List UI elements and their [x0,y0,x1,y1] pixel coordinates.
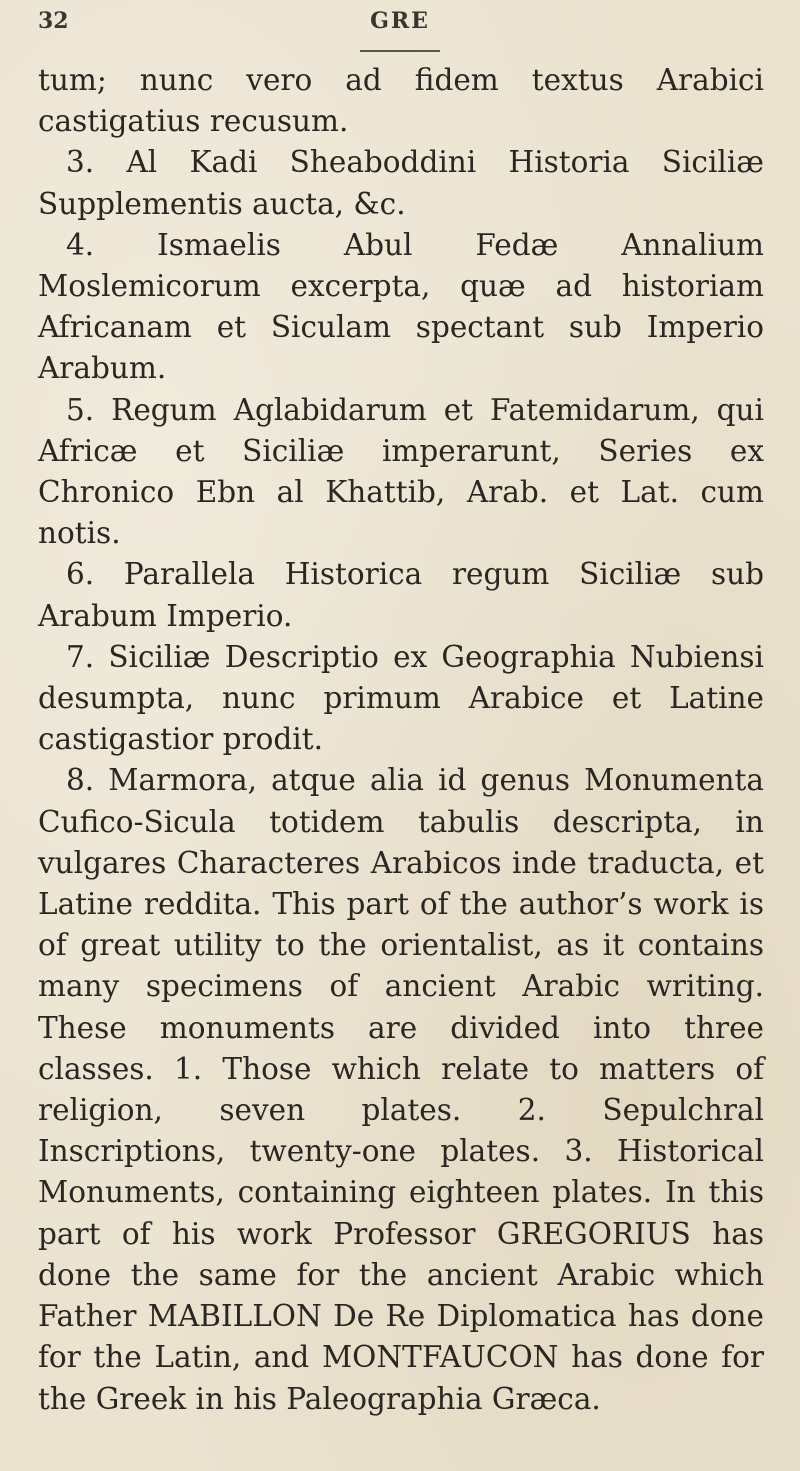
paragraph: 5. Regum Aglabidarum et Fatemidarum, qui Africæ et Siciliæ imperarunt, Series ex Chronico Ebn al Khattib, Arab. et Lat. cum notis. [38,392,764,551]
paragraph: 3. Al Kadi Sheaboddini Historia Siciliæ Supplementis aucta, &c. [38,145,764,221]
page-number: 32 [38,8,69,34]
paragraph: 8. Marmora, atque alia id genus Monumenta Cufico-Sicula totidem tabulis descripta, in vulgares Characteres Arabicos inde traducta, et Latine reddita. This part of the author’s work is of great utility to the orientalist, as it contains many specimens of ancient Arabic writing. These monuments are divided into three classes. 1. Those which relate to matters of religion, seven plates. 2. Sepulchral Inscriptions, twenty-one plates. 3. Historical Monuments, containing eighteen plates. In this part of his work Professor GREGORIUS has done the same for the ancient Arabic which Father MABILLON De Re Diplomatica has done for the Latin, and MONTFAUCON has done for the Greek in his Paleographia Græca. [38,763,764,1416]
body-text [38,60,764,1420]
paragraph: tum; nunc vero ad fidem textus Arabici castigatius recusum. [38,63,764,139]
running-head: GRE [370,8,430,34]
paragraph: 7. Siciliæ Descriptio ex Geographia Nubiensi desumpta, nunc primum Arabice et Latine castigastior prodit. [38,639,764,757]
page-header [38,8,762,48]
header-rule [360,50,440,52]
paragraph: 4. Ismaelis Abul Fedæ Annalium Moslemicorum excerpta, quæ ad historiam Africanam et Siculam spectant sub Imperio Arabum. [38,227,764,386]
paragraph: 6. Parallela Historica regum Siciliæ sub Arabum Imperio. [38,557,764,633]
